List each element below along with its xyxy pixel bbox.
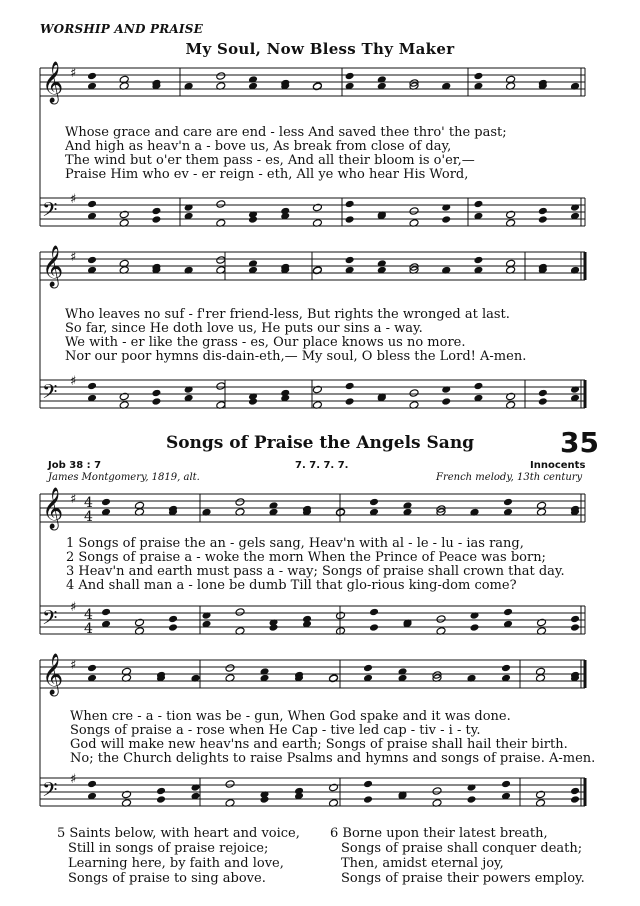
hymn-title: Songs of Praise the Angels Sang	[165, 433, 475, 453]
notehead	[503, 498, 513, 507]
lyric-line: When cre - a - tion was be - gun, When God spake and it was done.	[70, 709, 511, 724]
notehead	[473, 256, 483, 265]
stanza-6	[330, 826, 585, 886]
clef-glyph: 𝄞	[42, 488, 64, 529]
clef-glyph: 𝄢	[42, 778, 58, 806]
notehead	[216, 382, 226, 391]
lyric-line: And high as heav'n a - bove us, As break from close of day,	[65, 139, 452, 154]
clef-glyph: 𝄢	[42, 606, 58, 634]
notehead	[345, 256, 355, 265]
stanza-line: Songs of praise to sing above.	[68, 871, 266, 886]
clef-glyph: ♯	[70, 250, 77, 265]
stanza-line: Learning here, by faith and love,	[68, 856, 284, 871]
notehead	[538, 389, 548, 398]
notehead	[503, 608, 513, 617]
notehead	[441, 215, 451, 224]
notehead	[473, 72, 483, 81]
lyric-line: 2 Songs of praise a - woke the morn When the Prince of Peace was born;	[66, 550, 546, 565]
notehead	[369, 608, 379, 617]
clef-glyph: ♯	[70, 658, 77, 673]
lyric-line: The wind but o'er them pass - es, And all their bloom is o'er,—	[65, 153, 475, 168]
clef-glyph: ♯	[70, 192, 77, 207]
lyric-line: Who leaves no suf - f'rer friend-less, But rights the wronged at last.	[65, 307, 510, 322]
notehead	[441, 397, 451, 406]
stanza-line: 5 Saints below, with heart and voice,	[57, 826, 300, 841]
notehead	[409, 389, 419, 398]
notehead	[432, 787, 442, 796]
lyric-line: No; the Church delights to raise Psalms and hymns and songs of praise. A-men.	[70, 751, 596, 766]
notehead	[369, 498, 379, 507]
notehead	[409, 207, 419, 216]
notehead	[151, 397, 161, 406]
notehead	[501, 780, 511, 789]
notehead	[570, 787, 580, 796]
meter: 7. 7. 7. 7.	[295, 460, 349, 471]
notehead	[345, 382, 355, 391]
notehead	[87, 664, 97, 673]
notehead	[87, 780, 97, 789]
lyric-line: Whose grace and care are end - less And saved thee thro' the past;	[65, 125, 507, 140]
notehead	[87, 382, 97, 391]
notehead	[101, 498, 111, 507]
notehead	[345, 200, 355, 209]
notehead	[151, 389, 161, 398]
scripture-reference: Job 38 : 7	[48, 460, 102, 471]
clef-glyph: 𝄞	[42, 654, 64, 695]
notehead	[87, 72, 97, 81]
section-heading: WORSHIP AND PRAISE	[40, 22, 203, 36]
notehead	[436, 615, 446, 624]
notehead	[216, 72, 226, 81]
notehead	[570, 615, 580, 624]
clef-glyph: 𝄞	[42, 246, 64, 287]
notehead	[538, 397, 548, 406]
notehead	[101, 608, 111, 617]
lyric-line: 1 Songs of praise the an - gels sang, Heav'n with al - le - lu - ias rang,	[66, 536, 524, 551]
notehead	[151, 207, 161, 216]
clef-glyph: 𝄢	[42, 198, 58, 226]
notehead	[151, 215, 161, 224]
notehead	[168, 615, 178, 624]
lyric-line: Nor our poor hymns dis-dain-eth,— My soul, O bless the Lord! A-men.	[65, 349, 527, 364]
notehead	[363, 780, 373, 789]
notehead	[345, 397, 355, 406]
notehead	[87, 256, 97, 265]
lyric-line: God will make new heav'ns and earth; Songs of praise shall hail their birth.	[70, 737, 568, 752]
notehead	[369, 623, 379, 632]
notehead	[538, 207, 548, 216]
lyric-line: Songs of praise a - rose when He Cap - tive led cap - tiv - i - ty.	[70, 723, 481, 738]
lyric-line: We with - er like the grass - es, Our place knows us no more.	[65, 335, 466, 350]
notehead	[225, 780, 235, 789]
notehead	[235, 608, 245, 617]
notehead	[363, 795, 373, 804]
notehead	[156, 795, 166, 804]
clef-glyph: 4	[84, 495, 93, 511]
notehead	[501, 664, 511, 673]
hymn-title: My Soul, Now Bless Thy Maker	[185, 40, 455, 58]
stanza-line: Still in songs of praise rejoice;	[68, 841, 269, 856]
notehead	[235, 498, 245, 507]
notehead	[87, 200, 97, 209]
notehead	[538, 215, 548, 224]
clef-glyph: ♯	[70, 66, 77, 81]
hymn-number: 35	[560, 426, 599, 459]
notehead	[470, 623, 480, 632]
stanza-line: 6 Borne upon their latest breath,	[330, 826, 548, 841]
lyric-line: So far, since He doth love us, He puts our sins a - way.	[65, 321, 423, 336]
clef-glyph: ♯	[70, 600, 77, 615]
clef-glyph: 4	[84, 621, 93, 637]
notehead	[156, 787, 166, 796]
notehead	[467, 795, 477, 804]
tune-name: Innocents	[530, 460, 586, 471]
clef-glyph: 𝄢	[42, 380, 58, 408]
clef-glyph: ♯	[70, 772, 77, 787]
notehead	[216, 256, 226, 265]
notehead	[168, 623, 178, 632]
notehead	[216, 200, 226, 209]
notehead	[473, 200, 483, 209]
stanza-line: Songs of praise their powers employ.	[341, 871, 585, 886]
notehead	[473, 382, 483, 391]
notehead	[345, 72, 355, 81]
clef-glyph: 4	[84, 607, 93, 623]
stanza-line: Then, amidst eternal joy,	[341, 856, 504, 871]
notehead	[570, 795, 580, 804]
lyric-line: 4 And shall man a - lone be dumb Till that glo-rious king-dom come?	[66, 578, 517, 593]
author-credit: James Montgomery, 1819, alt.	[48, 472, 200, 483]
lyric-line: Praise Him who ev - er reign - eth, All ye who hear His Word,	[65, 167, 469, 182]
notehead	[570, 623, 580, 632]
notehead	[363, 664, 373, 673]
stanza-line: Songs of praise shall conquer death;	[341, 841, 583, 856]
notehead	[345, 215, 355, 224]
clef-glyph: 4	[84, 509, 93, 525]
clef-glyph: ♯	[70, 374, 77, 389]
stanza-5	[57, 826, 300, 886]
clef-glyph: ♯	[70, 492, 77, 507]
lyric-line: 3 Heav'n and earth must pass a - way; Songs of praise shall crown that day.	[66, 564, 565, 579]
composer-credit: French melody, 13th century	[436, 472, 583, 483]
notehead	[225, 664, 235, 673]
clef-glyph: 𝄞	[42, 62, 64, 103]
